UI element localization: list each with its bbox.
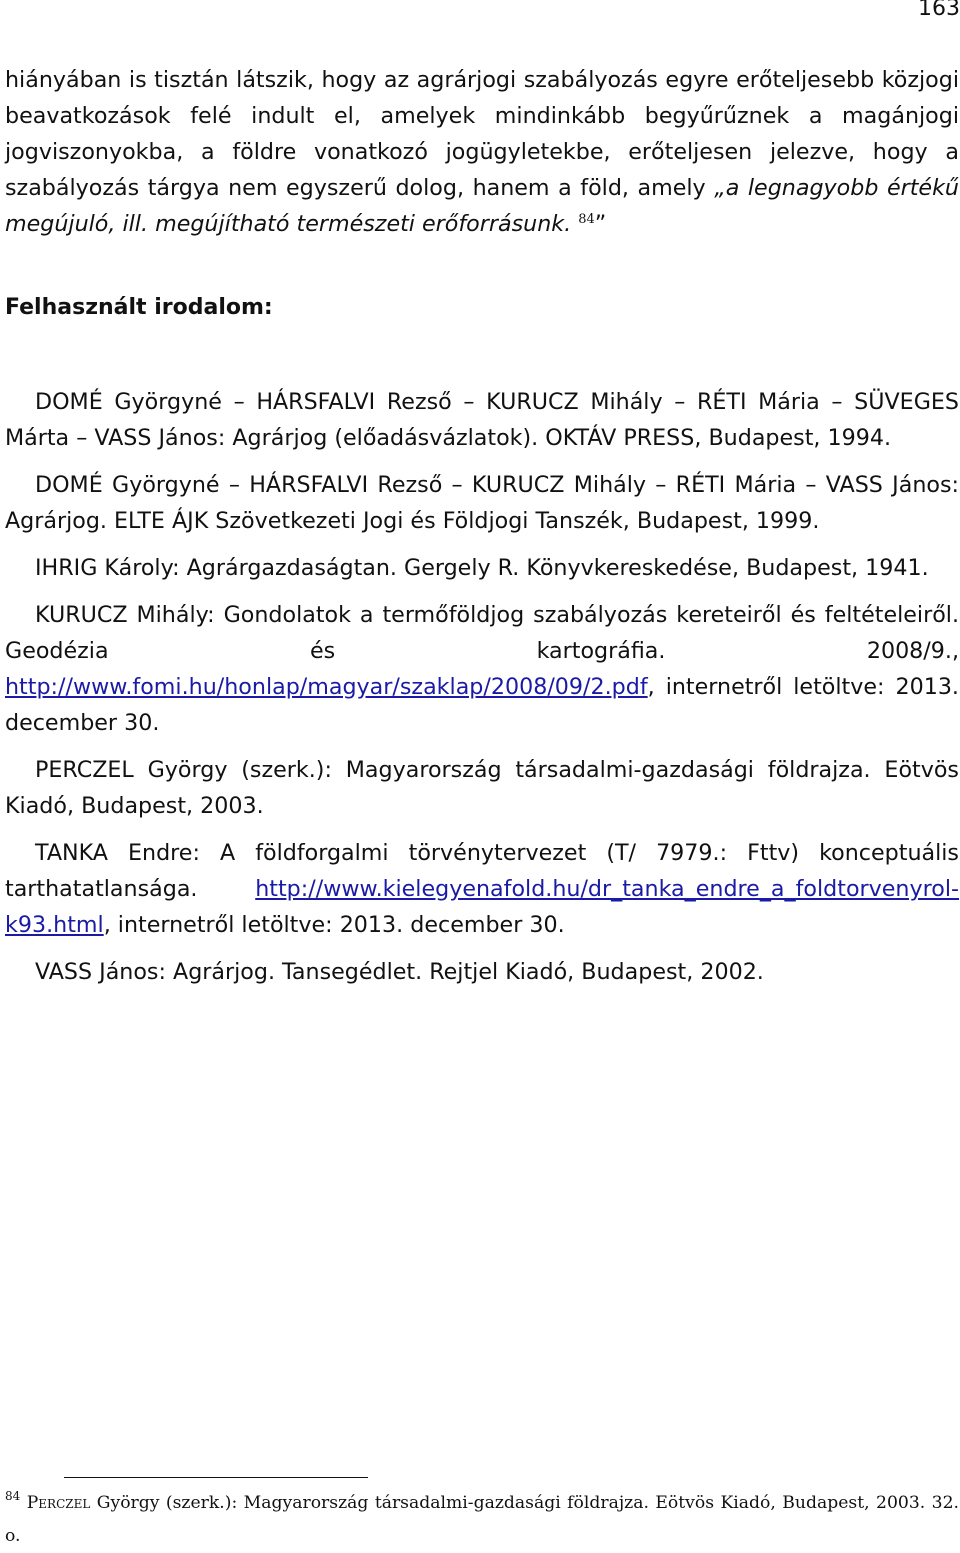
footnote-number: 84 bbox=[5, 1489, 21, 1503]
footnote-separator bbox=[64, 1477, 368, 1478]
reference-item bbox=[5, 835, 959, 943]
page-number: 163 bbox=[918, 0, 960, 21]
footnote bbox=[5, 1487, 959, 1553]
reference-text: KURUCZ Mihály: Gondolatok a termőföldjog szabályozás kereteiről és feltételeiről. Geodézia és kartográfia. 2008/9., bbox=[5, 602, 959, 664]
footnote-author: Perczel bbox=[26, 1493, 91, 1513]
footnote-text: György (szerk.): Magyarország társadalmi-gazdasági földrajza. Eötvös Kiadó, Budapest, 2003. 32. o. bbox=[5, 1493, 959, 1546]
reference-item bbox=[5, 954, 959, 990]
reference-link[interactable]: http://www.fomi.hu/honlap/magyar/szaklap/2008/09/2.pdf bbox=[5, 674, 648, 700]
reference-link[interactable]: http://www.kielegyenafold.hu/dr_tanka_endre_a_foldtorvenyrol-k93.html bbox=[5, 876, 959, 938]
closing-quote: ” bbox=[594, 211, 607, 237]
reference-item bbox=[5, 384, 959, 456]
intro-paragraph bbox=[5, 62, 959, 242]
reference-text: DOMÉ Györgyné – HÁRSFALVI Rezső – KURUCZ Mihály – RÉTI Mária – VASS János: Agrárjog. ELTE ÁJK Szövetkezeti Jogi és Földjogi Tanszék, Budapest, 1999. bbox=[5, 472, 959, 534]
intro-quote: „a legnagyobb értékű megújuló, ill. megújítható természeti erőforrásunk. bbox=[5, 175, 959, 237]
reference-text: VASS János: Agrárjog. Tansegédlet. Rejtjel Kiadó, Budapest, 2002. bbox=[35, 959, 764, 985]
reference-text: PERCZEL György (szerk.): Magyarország társadalmi-gazdasági földrajza. Eötvös Kiadó, Budapest, 2003. bbox=[5, 757, 959, 819]
intro-text: hiányában is tisztán látszik, hogy az agrárjogi szabályozás egyre erőteljesebb közjogi beavatkozások felé indult el, amelyek mindinkább begyűrűznek a magánjogi jogviszonyokba, a földre vonatkozó jogügyletekbe, erőteljesen jelezve, hogy a szabályozás tárgya nem egyszerű dolog, hanem a föld, amely bbox=[5, 67, 959, 201]
reference-text: IHRIG Károly: Agrárgazdaságtan. Gergely R. Könyvkereskedése, Budapest, 1941. bbox=[35, 555, 929, 581]
reference-item bbox=[5, 550, 959, 586]
reference-text-after: , internetről letöltve: 2013. december 30. bbox=[103, 912, 565, 938]
bibliography-heading: Felhasznált irodalom: bbox=[5, 295, 273, 320]
reference-text: DOMÉ Györgyné – HÁRSFALVI Rezső – KURUCZ Mihály – RÉTI Mária – SÜVEGES Márta – VASS János: Agrárjog (előadásvázlatok). OKTÁV PRESS, Budapest, 1994. bbox=[5, 389, 959, 451]
footnote-reference[interactable]: 84 bbox=[578, 212, 595, 227]
reference-text-after: , internetről letöltve: 2013. december 30. bbox=[5, 674, 959, 736]
page-body bbox=[5, 62, 959, 1001]
reference-text: TANKA Endre: A földforgalmi törvénytervezet (T/ 7979.: Fttv) konceptuális tarthatatlansága. bbox=[5, 840, 959, 902]
reference-item bbox=[5, 467, 959, 539]
reference-item bbox=[5, 597, 959, 741]
reference-item bbox=[5, 752, 959, 824]
